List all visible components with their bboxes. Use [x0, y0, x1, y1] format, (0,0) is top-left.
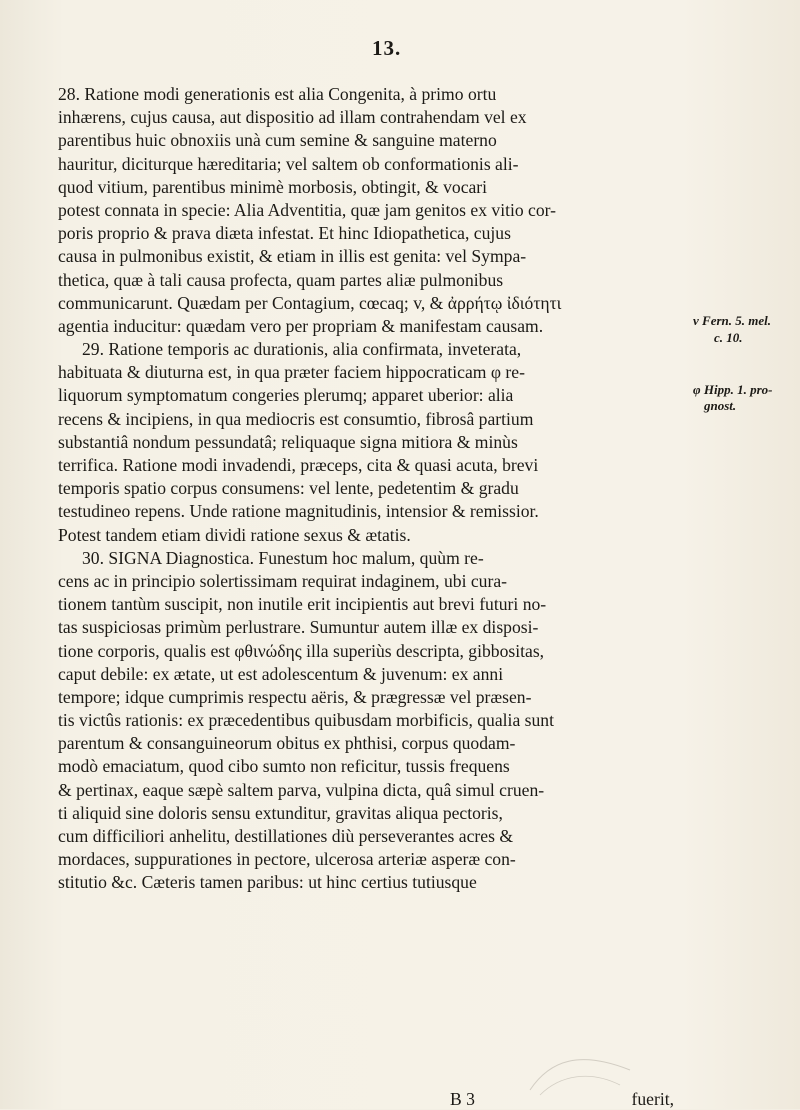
signature-line: [58, 1088, 674, 1110]
text-line: tas suspiciosas primùm perlustrare. Sumuntur autem illæ ex disposi-: [58, 617, 539, 638]
text-line: causa in pulmonibus existit, & etiam in illis est genita: vel Sympa-: [58, 246, 527, 267]
margin-note-hippocrates: φ Hipp. 1. pro-: [693, 382, 773, 397]
text-line: tempore; idque cumprimis respectu aëris, & prægressæ vel præsen-: [58, 686, 532, 707]
text-line: quod vitium, parentibus minimè morbosis, obtingit, & vocari: [58, 176, 488, 197]
text-line: cens ac in principio solertissimam requirat indaginem, ubi cura-: [58, 570, 507, 591]
text-line: poris proprio & prava diæta infestat. Et hinc Idiopathetica, cujus: [58, 223, 511, 244]
text-line: Potest tandem etiam dividi ratione sexus & ætatis.: [58, 524, 411, 545]
text-line: tionem tantùm suscipit, non inutile erit incipientis aut brevi futuri no-: [58, 594, 547, 615]
margin-note-fernelius: v Fern. 5. mel.: [693, 313, 771, 328]
text-line: 28. Ratione modi generationis est alia Congenita, à primo ortu: [58, 84, 497, 104]
text-line: parentibus huic obnoxiis unà cum semine & sanguine materno: [58, 130, 497, 151]
text-line: hauritur, diciturque hæreditaria; vel saltem ob conformationis ali-: [58, 153, 519, 174]
text-line: mordaces, suppurationes in pectore, ulcerosa arteriæ asperæ con-: [58, 849, 516, 870]
text-line: cum difficiliori anhelitu, destillationes diù perseverantes acres &: [58, 826, 514, 846]
text-line: inhærens, cujus causa, aut dispositio ad illam contrahendam vel ex: [58, 107, 527, 128]
text-line: substantiâ nondum pessundatâ; reliquaque signa mitiora & minùs: [58, 431, 518, 452]
text-line: temporis spatio corpus consumens: vel lente, pedetentim & gradu: [58, 478, 519, 499]
catchword: fuerit,: [631, 1089, 674, 1109]
text-line: modò emaciatum, quod cibo sumto non reficitur, tussis frequens: [58, 756, 510, 777]
text-line: communicarunt. Quædam per Contagium, cœcaq; v, & ἀρρήτῳ ἰδιότητι: [58, 292, 562, 313]
text-line: thetica, quæ à tali causa profecta, quam partes aliæ pulmonibus: [58, 269, 504, 290]
text-line: potest connata in specie: Alia Adventitia, quæ jam genitos ex vitio cor-: [58, 199, 557, 220]
margin-note-prognost: gnost.: [704, 398, 737, 413]
signature-mark: B 3: [450, 1089, 475, 1109]
text-line: ti aliquid sine doloris sensu extunditur, gravitas aliqua pectoris,: [58, 802, 503, 823]
text-line: parentum & consanguineorum obitus ex phthisi, corpus quodam-: [58, 733, 516, 754]
text-line: tis victûs rationis: ex præcedentibus quibusdam morbificis, qualia sunt: [58, 710, 554, 731]
margin-note-chapter: c. 10.: [714, 330, 743, 345]
text-line: stitutio &c. Cæteris tamen paribus: ut hinc certius tutiusque: [58, 872, 477, 893]
text-line: & pertinax, eaque sæpè saltem parva, vulpina dicta, quâ simul cruen-: [58, 779, 545, 800]
page-number: 13.: [372, 36, 402, 60]
text-line: 30. SIGNA Diagnostica. Funestum hoc malum, quùm re-: [82, 547, 484, 568]
text-line: terrifica. Ratione modi invadendi, præceps, cita & quasi acuta, brevi: [58, 455, 539, 475]
text-line: testudineo repens. Unde ratione magnitudinis, intensior & remissior.: [58, 501, 539, 522]
body-text: [58, 83, 674, 895]
text-line: recens & incipiens, in qua mediocris est consumtio, fibrosâ partium: [58, 408, 534, 429]
text-line: habituata & diuturna est, in qua præter faciem hippocraticam φ re-: [58, 362, 525, 383]
text-line: liquorum symptomatum congeries plerumq; apparet uberior: alia: [58, 385, 514, 406]
text-line: 29. Ratione temporis ac durationis, alia confirmata, inveterata,: [82, 339, 522, 360]
text-line: caput debile: ex ætate, ut est adolescentum & juvenum: ex anni: [58, 663, 504, 684]
text-line: tione corporis, qualis est φθινώδης illa superiùs descripta, gibbositas,: [58, 640, 545, 661]
text-line: agentia inducitur: quædam vero per propriam & manifestam causam.: [58, 315, 544, 336]
